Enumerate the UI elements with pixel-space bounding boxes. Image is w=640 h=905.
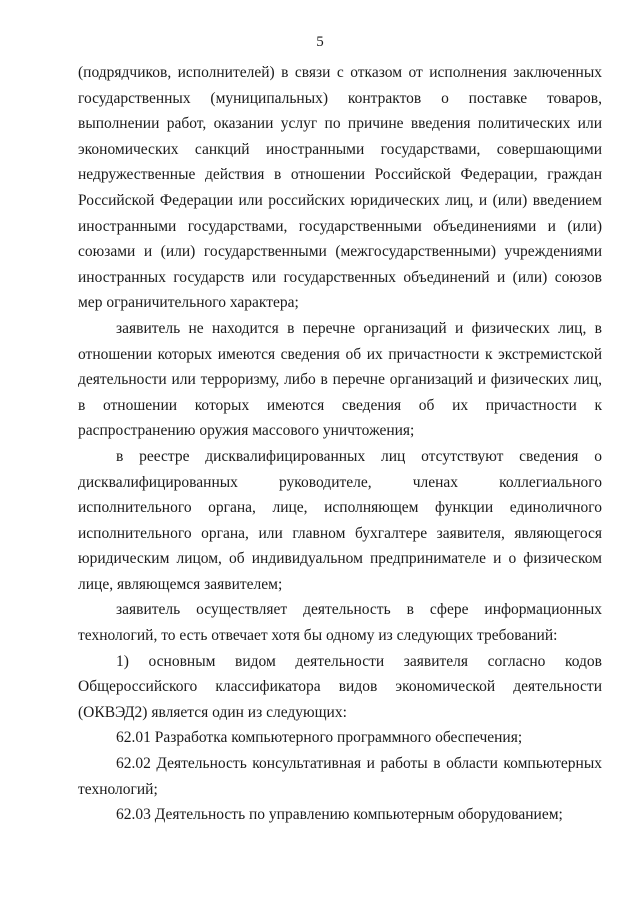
paragraph-it-activity: заявитель осуществляет деятельность в сфере информационных технологий, то есть отвечает хотя бы одному из следующих требований:: [78, 601, 602, 645]
paragraph-sanctions-continuation: (подрядчиков, исполнителей) в связи с отказом от исполнения заключенных государственных (муниципальных) контрактов о поставке товаров, выполнении работ, оказании услуг по причине введения политических или экономических санкций иностранными государствами, совершающими недружественные действия в отношении Российской Федерации, граждан Российской Федерации или российских юридических лиц, и (или) введением иностранными государствами, государственными объединениями и (или) союзами и (или) государственными (межгосударственными) учреждениями иностранных государств или государственных объединений и (или) союзов мер ограничительного характера;: [78, 64, 602, 312]
list-item-okved-62-02: 62.02 Деятельность консультативная и работы в области компьютерных технологий;: [78, 755, 602, 798]
document-body: [78, 60, 602, 828]
list-item-okved-62-01: 62.01 Разработка компьютерного программного обеспечения;: [116, 729, 523, 747]
paragraph-disqualified-registry: в реестре дисквалифицированных лиц отсутствуют сведения о дисквалифицированных руководителе, членах коллегиального исполнительного органа, лице, исполняющем функции единоличного исполнительного органа, или главном бухгалтере заявителя, являющегося юридическим лицом, об индивидуальном предпринимателе и о физическом лице, являющемся заявителем;: [78, 447, 602, 593]
page-number: 5: [316, 34, 324, 50]
list-item-okved-62-03: 62.03 Деятельность по управлению компьютерным оборудованием;: [116, 806, 563, 824]
paragraph-extremism-list: заявитель не находится в перечне организаций и физических лиц, в отношении которых имеются сведения об их причастности к экстремистской деятельности или терроризму, либо в перечне организаций и физических лиц, в отношении которых имеются сведения об их причастности к распространению оружия массового уничтожения;: [78, 319, 602, 440]
paragraph-okved-requirement: 1) основным видом деятельности заявителя согласно кодов Общероссийского классификатора видов экономической деятельности (ОКВЭД2) является один из следующих:: [78, 652, 602, 721]
